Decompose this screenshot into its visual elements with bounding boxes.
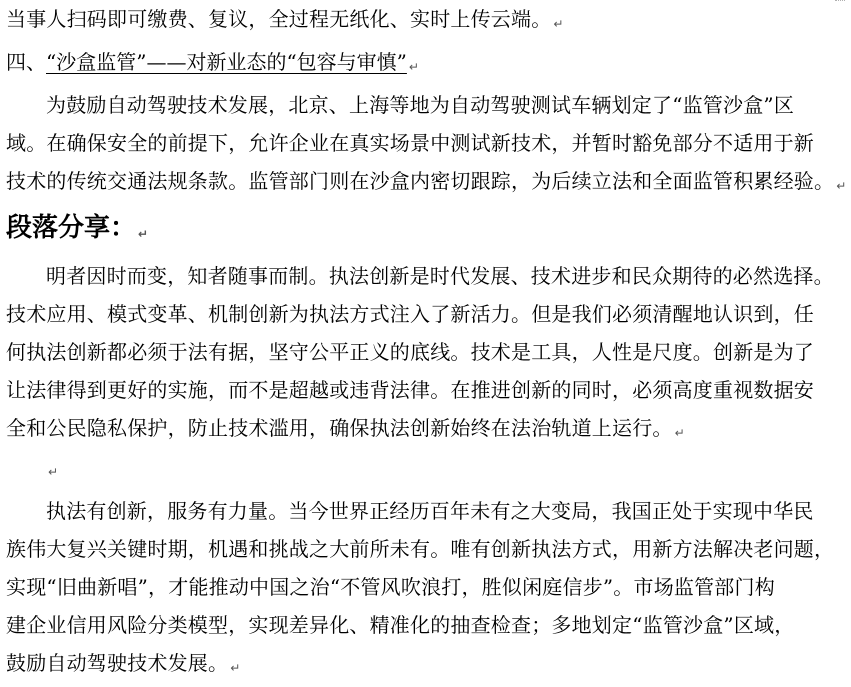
paragraph-line-text: 全和公民隐私保护，防止技术滥用，确保执法创新始终在法治轨道上运行。: [6, 416, 673, 440]
paragraph-mark-icon: ↵: [553, 17, 564, 31]
share-paragraph-2: [6, 492, 846, 687]
paragraph-line: 实现“旧曲新唱”，才能推动中国之治“不管风吹浪打，胜似闲庭信步”。市场监管部门构: [6, 575, 775, 599]
paragraph-mark-icon: ↵: [230, 661, 241, 675]
paragraph-line: 何执法创新都必须于法有据，坚守公平正义的底线。技术是工具，人性是尺度。创新是为了: [6, 340, 814, 364]
paragraph-line: 族伟大复兴关键时期，机遇和挑战之大前所未有。唯有创新执法方式，用新方法解决老问题，: [6, 537, 835, 561]
paragraph-line: 执法有创新，服务有力量。当今世界正经历百年未有之大变局，我国正处于实现中华民: [46, 499, 814, 523]
paragraph-line: [6, 409, 846, 452]
paragraph-mark-icon: ↵: [836, 179, 847, 193]
paragraph-mark-icon: ↵: [138, 227, 149, 241]
share-heading: [6, 205, 846, 257]
paragraph-line: 域。在确保安全的前提下，允许企业在真实场景中测试新技术，并暂时豁免部分不适用于新: [6, 131, 814, 155]
section-four-prefix: 四、: [6, 50, 46, 74]
sandbox-paragraph: [6, 86, 846, 205]
empty-paragraph: [6, 452, 846, 486]
paragraph-line: 明者因时而变，知者随事而制。执法创新是时代发展、技术进步和民众期待的必然选择。: [46, 264, 834, 288]
top-line: [6, 0, 846, 43]
section-four-title: “沙盒监管”——对新业态的“包容与审慎”: [46, 50, 407, 74]
paragraph-line: 技术应用、模式变革、机制创新为执法方式注入了新活力。但是我们必须清醒地认识到，任: [6, 302, 814, 326]
share-paragraph-1: [6, 257, 846, 452]
paragraph-mark-icon: ↵: [674, 426, 685, 440]
paragraph-line: 让法律得到更好的实施，而不是超越或违背法律。在推进创新的同时，必须高度重视数据安: [6, 378, 814, 402]
paragraph-mark-icon: ↵: [408, 60, 419, 74]
document-body[interactable]: [6, 0, 846, 687]
paragraph-line: [6, 162, 846, 205]
paragraph-line-text: 鼓励自动驾驶技术发展。: [6, 651, 229, 675]
share-heading-text: 段落分享：: [6, 213, 137, 243]
paragraph-mark-icon: ↵: [48, 465, 59, 479]
paragraph-line: [6, 644, 846, 687]
paragraph-line-text: 技术的传统交通法规条款。监管部门则在沙盒内密切跟踪，为后续立法和全面监管积累经验。: [6, 169, 835, 193]
section-four-heading: [6, 43, 846, 86]
paragraph-line: 建企业信用风险分类模型，实现差异化、精准化的抽查检查；多地划定“监管沙盒”区域，: [6, 613, 795, 637]
top-line-text: 当事人扫码即可缴费、复议，全过程无纸化、实时上传云端。: [6, 7, 552, 31]
paragraph-line: 为鼓励自动驾驶技术发展，北京、上海等地为自动驾驶测试车辆划定了“监管沙盒”区: [46, 93, 795, 117]
